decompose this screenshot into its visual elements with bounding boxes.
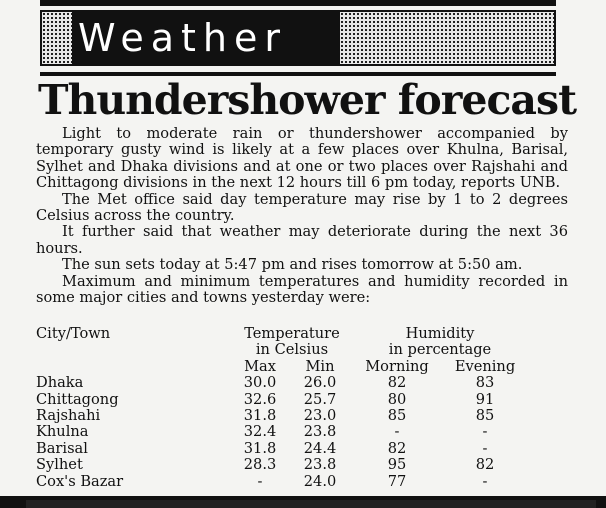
article-headline: Thundershower forecast <box>38 76 577 124</box>
morning-cell: 82 <box>387 374 407 392</box>
evening-cell: - <box>482 439 488 457</box>
min-cell: 24.4 <box>303 439 337 457</box>
table-header-row <box>36 326 528 342</box>
min-cell: 23.0 <box>303 407 337 425</box>
city-cell: Sylhet <box>36 456 83 474</box>
city-cell: Cox's Bazar <box>36 472 124 490</box>
evening-cell: - <box>482 472 488 490</box>
table-row <box>36 441 528 457</box>
morning-cell: 80 <box>387 390 407 408</box>
evening-cell: 91 <box>475 390 495 408</box>
bottom-rule <box>0 496 606 508</box>
paragraph: Light to moderate rain or thundershower accompanied by temporary gusty wind is likely at a few places over Khulna, Barisal, Sylhet and Dhaka divisions and at one or two places over Rajshahi and Chittagong divisions in the next 12 hours till 6 pm today, reports UNB. <box>36 125 568 192</box>
morning-cell: 77 <box>387 472 407 490</box>
table-row <box>36 408 528 424</box>
city-header: City/Town <box>36 325 111 342</box>
morning-header: Morning <box>365 357 429 375</box>
city-cell: Rajshahi <box>36 407 101 425</box>
paragraph: The Met office said day temperature may rise by 1 to 2 degrees Celsius across the country. <box>36 190 568 225</box>
min-cell: 24.0 <box>303 472 337 490</box>
max-cell: 32.4 <box>243 423 277 441</box>
top-rule <box>40 0 556 6</box>
min-cell: 23.8 <box>303 423 337 441</box>
paragraph: Maximum and minimum temperatures and humidity recorded in some major cities and towns yesterday were: <box>36 272 568 307</box>
city-cell: Dhaka <box>36 374 84 392</box>
paragraph: The sun sets today at 5:47 pm and rises tomorrow at 5:50 am. <box>62 256 523 274</box>
humidity-unit-header: in percentage <box>388 341 492 359</box>
min-header: Min <box>305 357 335 375</box>
city-cell: Chittagong <box>36 390 119 408</box>
evening-cell: 85 <box>475 407 495 425</box>
evening-header: Evening <box>454 357 516 375</box>
evening-cell: 82 <box>475 456 495 474</box>
evening-cell: 83 <box>475 374 495 392</box>
table-subheader-row <box>36 359 528 375</box>
max-cell: - <box>257 472 263 490</box>
max-header: Max <box>244 357 276 375</box>
table-row <box>36 392 528 408</box>
max-cell: 32.6 <box>243 390 277 408</box>
min-cell: 26.0 <box>303 374 337 392</box>
max-cell: 28.3 <box>243 456 277 474</box>
max-cell: 31.8 <box>243 439 277 457</box>
morning-cell: - <box>394 423 400 441</box>
paragraph: It further said that weather may deteriorate during the next 36 hours. <box>36 223 568 257</box>
table-header-row <box>36 342 528 358</box>
city-cell: Barisal <box>36 439 88 457</box>
article-body <box>36 126 568 306</box>
min-cell: 23.8 <box>303 456 337 474</box>
section-banner <box>40 10 556 66</box>
morning-cell: 95 <box>387 456 407 474</box>
max-cell: 31.8 <box>243 407 277 425</box>
morning-cell: 85 <box>387 407 407 425</box>
banner-dot-pattern-left <box>42 12 72 64</box>
temperature-header: Temperature <box>244 325 340 342</box>
morning-cell: 82 <box>387 439 407 457</box>
section-label: Weather <box>78 16 287 60</box>
max-cell: 30.0 <box>243 374 277 392</box>
evening-cell: - <box>482 423 488 441</box>
humidity-header: Humidity <box>405 325 475 342</box>
table-row <box>36 474 528 490</box>
table-row <box>36 375 528 391</box>
weather-table <box>36 326 528 490</box>
city-cell: Khulna <box>36 423 89 441</box>
min-cell: 25.7 <box>303 390 337 408</box>
bottom-rule-inner <box>26 500 596 508</box>
temperature-unit-header: in Celsius <box>255 341 329 359</box>
table-row <box>36 424 528 440</box>
banner-dot-pattern-right <box>340 12 554 64</box>
table-row <box>36 457 528 473</box>
